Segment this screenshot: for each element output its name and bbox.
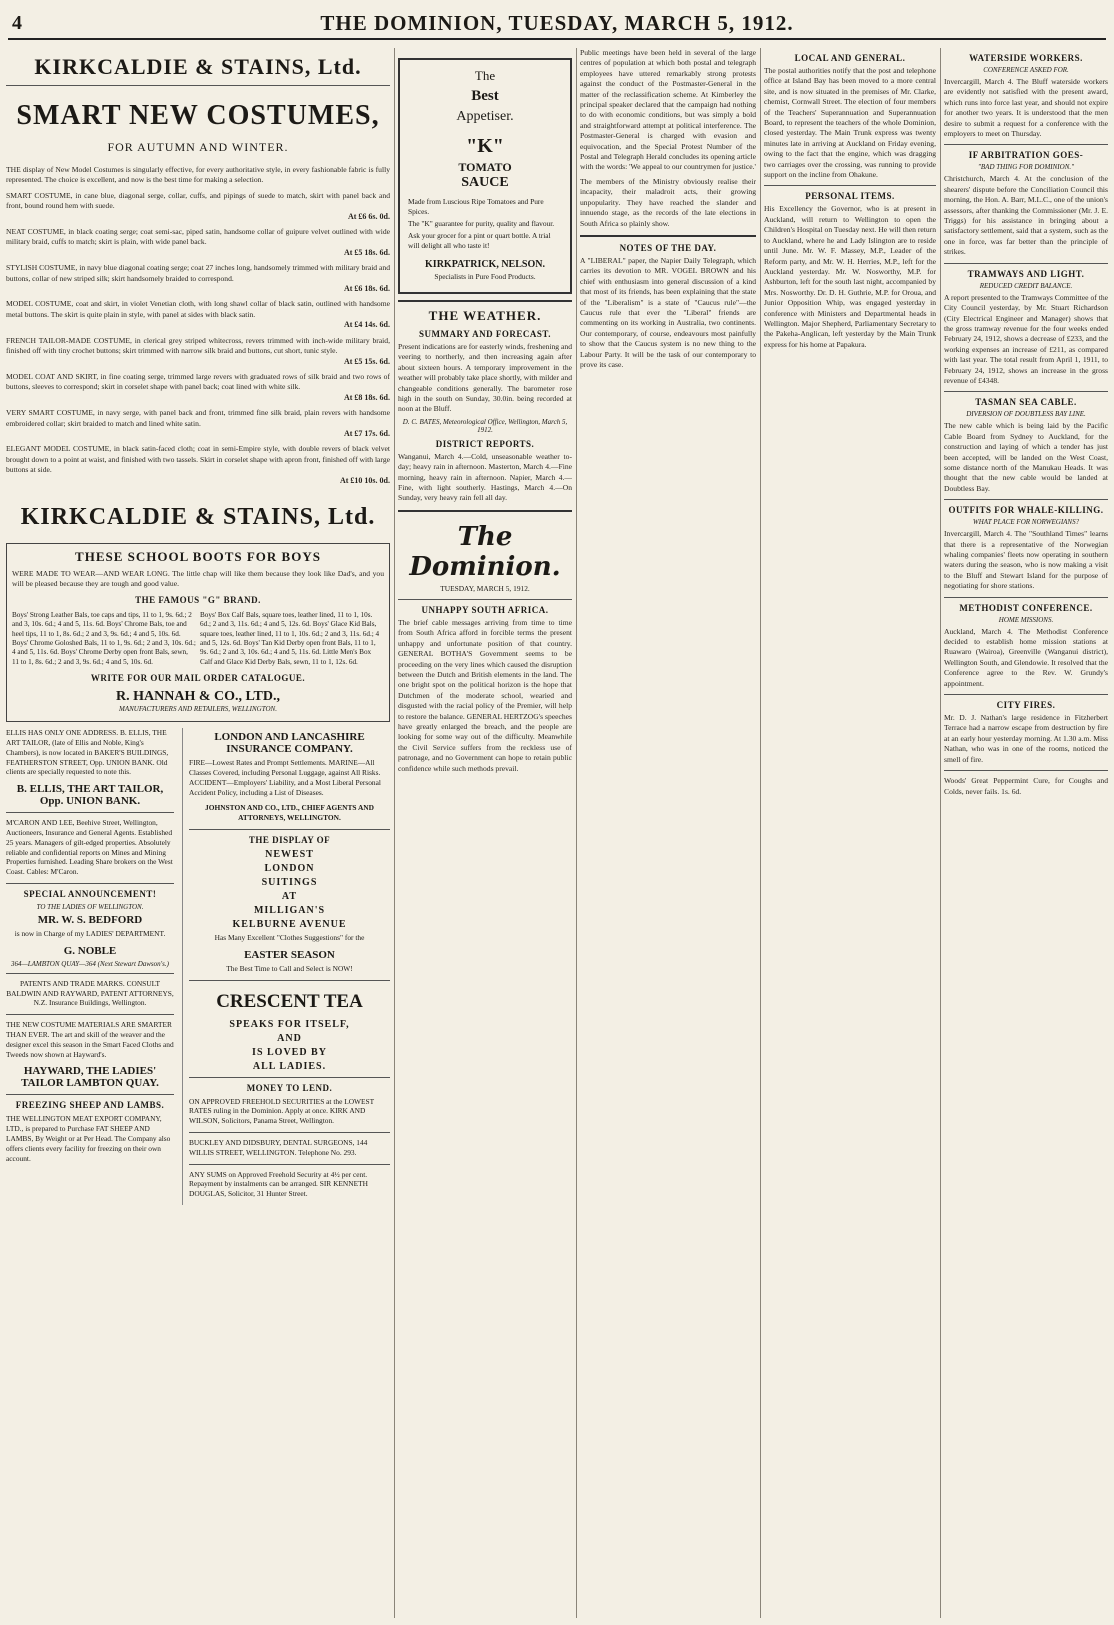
johnston-agents: JOHNSTON AND CO., LTD., CHIEF AGENTS AND ATTORNEYS, WELLINGTON. (205, 803, 374, 823)
hannah-name: R. HANNAH & CO., LTD., (116, 689, 280, 705)
personal-items-heading: PERSONAL ITEMS. (805, 191, 895, 202)
footer-ad-text: Woods' Great Peppermint Cure, for Coughs and Colds, never fails. 1s. 6d. (944, 776, 1108, 796)
tomato-label: TOMATO (458, 160, 512, 174)
notes-text: A "LIBERAL" paper, the Napier Daily Telegraph, which carries its devotion to MR. VOGEL BROWN and his chief with enthusiasm into general discussion of a kind that most of its friends, has been explaining that the state of the "Liberalism" is a state of "Caucus rule"—the Caucus rule that ever the "Liberal" friends are commenting on its working in Australia, two continents. Our contemporary, of course, endeavours most painfully to show that the Caucus system is no new thing to the Labour Party. It will be the task of our contemporary to prove its case. (580, 255, 756, 369)
city-fires-text: Mr. D. J. Nathan's large residence in Fitzherbert Terrace had a narrow escape from destruction by fire at an early hour yesterday morning. At 1.30 a.m. Miss Nathan, who was in one of the rooms, noticed the smell of fire. (944, 713, 1108, 764)
tasman-text: The new cable which is being laid by the Pacific Cable Board from Sydney to Auckland, for the construction and laying of which a tender has just been accepted, will be landed on the West Coast, some distance north of the Manukau Heads. It was thought that the new cable would be landed at Doubtless Bay. (944, 421, 1108, 493)
leader-text: The brief cable messages arriving from time to time from South Africa afford in forcible terms the present unhappy and unfortunate position of that country. GENERAL BOTHA'S Government seems to be proceeding on the very lines which caused the disruption between the Dutch and British elements in the land. The one bright spot on the political horizon is the hope that Dutchmen of the moderate school, wearied and disgusted with the racial policy of the Premier, will help to restore the balance. GENERAL HERTZOG's speeches have greatly enlarged the breach, and the people are looking for some way out of the difficulty. Meanwhile the Civil Service suffers from the reckless use of patronage, and no Government can hope to retain public confidence while such methods prevail. (398, 617, 572, 773)
easter-heading: EASTER SEASON (244, 948, 335, 961)
personal-items-text: His Excellency the Governor, who is at present in Auckland, will return to Wellington to open the Children's Hospital on Tuesday next. He will then return to Auckland, where he and Lady Islington are to reside until June. Mr. W. F. Massey, M.P., Leader of the Reform party, and Mr. W. H. Herries, M.P., left for the Auckland yesterday. Mr. W. Nosworthy, M.P. for Ashburton, left for the south last night, accompanied by Mrs. Nosworthy. Dr. D. H. Guthrie, M.P. for Oroua, and Junior Opposition Whip, was engaged yesterday in conference with Ministers and Departmental heads in Wellington. Major Shepherd, Parliamentary Secretary to the Pakeha-Anglican, left yesterday by the Main Trunk express for his home at Papakura. (764, 204, 936, 349)
boots-heading: THESE SCHOOL BOOTS FOR BOYS (75, 548, 321, 564)
appetiser-line-1: The (474, 68, 496, 83)
tramways-heading: TRAMWAYS AND LIGHT. (967, 268, 1085, 279)
costume-price: At £8 18s. 6d. (343, 392, 390, 402)
waterside-sub: CONFERENCE ASKED FOR. (983, 66, 1069, 74)
arbitration-heading: IF ARBITRATION GOES- (968, 150, 1084, 161)
milligan-text: Has Many Excellent "Clothes Suggestions" for the (214, 933, 365, 942)
costume-item (6, 336, 390, 367)
boots-catalogue: WRITE FOR OUR MAIL ORDER CATALOGUE. (90, 673, 306, 684)
tasman-sub: DIVERSION OF DOUBTLESS BAY LINE. (966, 410, 1086, 419)
whale-sub: WHAT PLACE FOR NORWEGIANS? (972, 518, 1080, 527)
bedford-sub: TO THE LADIES OF WELLINGTON. (36, 902, 144, 911)
waterside-text: Invercargill, March 4. The Bluff waterside workers are evidently not satisfied with the present award, which runs into force last year, and should not expire for another two years. It is understood that the men desire to submit a request for a conference with the employers to meet on Thursday. (944, 77, 1108, 139)
column-rule (576, 48, 577, 1618)
money-ad-2: ANY SUMS on Approved Freehold Security at 4½ per cent. Repayment by instalments can be arranged. SIR KENNETH DOUGLAS, Solicitor, 31 Hunter Street. (189, 1169, 368, 1199)
milligan-line: KELBURNE AVENUE (232, 919, 347, 930)
hannah-sub: MANUFACTURERS AND RETAILERS, WELLINGTON. (119, 705, 277, 714)
district-heading: DISTRICT REPORTS. (435, 438, 535, 449)
smart-costumes-subheading: FOR AUTUMN AND WINTER. (107, 140, 289, 154)
bedford-heading: SPECIAL ANNOUNCEMENT! (23, 888, 157, 899)
milligan-line: MILLIGAN'S (253, 905, 326, 916)
freezing-heading: FREEZING SHEEP AND LAMBS. (15, 1100, 165, 1111)
column-2 (398, 48, 572, 1618)
leader-continued: Public meetings have been held in several of the large centres of population at which both postal and telegraph employees have uttered remarkably strong protests against the conduct of the Postmaster-General in the matter of the reclassification scheme. At Kimberley the principal speaker declared that the campaign had nothing to do with economic conditions, but was simply a bold and straightforward attempt at political interference. The Postmaster-General is charged with evasion and equivocation, and the Special Protest Number of the Postal and Telegraph Herald concludes its opening article with the words: 'We appeal to our countrymen for justice.' (580, 48, 756, 172)
column-rule (940, 48, 941, 1618)
whale-text: Invercargill, March 4. The "Southland Times" learns that there is a representative of the Norwegian whaling companies' fleets now operating in southern waters during the season, who is now making a visit to the Bluff and Stewart Island for the purpose of negotiating for shore stations. (944, 529, 1108, 591)
milligan-line: NEWEST (265, 849, 314, 860)
kirkpatrick-name: KIRKPATRICK, NELSON. (425, 259, 545, 270)
arbitration-sub: "BAD THING FOR DOMINION." (977, 163, 1075, 172)
waterside-heading: WATERSIDE WORKERS. (969, 53, 1083, 63)
costume-item (6, 227, 390, 258)
buckley-ad: BUCKLEY AND DIDSBURY, DENTAL SURGEONS, 144 WILLIS STREET, WELLINGTON. Telephone No. 293. (189, 1137, 368, 1157)
whale-heading: OUTFITS FOR WHALE-KILLING. (948, 505, 1104, 516)
costume-price: At £7 17s. 6d. (343, 428, 390, 438)
crescent-tea-heading: CRESCENT TEA (216, 990, 363, 1012)
kirkcaldie-heading-bottom: KIRKCALDIE & STAINS, Ltd. (20, 503, 376, 530)
weather-signature: D. C. BATES, Meteorological Office, Wellington, March 5, 1912. (402, 417, 568, 434)
costume-description: SMART COSTUME, in cane blue, diagonal serge, collar, cuffs, and pipings of suede to match, skirt with panel back and front, bound round hem with suede. (6, 190, 390, 211)
costume-item (6, 408, 390, 439)
costume-description: MODEL COAT AND SKIRT, in fine coating serge, trimmed large revers with graduated rows of silk braid and two rows of buttons, sleeves to correspond; skirt in corselet shape with panel back; coat lined with white silk. (6, 371, 390, 392)
costume-description: NEAT COSTUME, in black coating serge; coat semi-sac, piped satin, handsome collar of guipure velvet outlined with wide military braid, cuffs to match; skirt is plain, with wide panel back. (6, 227, 390, 247)
column-4 (764, 48, 936, 1618)
costume-description: STYLISH COSTUME, in navy blue diagonal coating serge; coat 27 inches long, handsomely trimmed with military braid and buttons, collar of new striped silk; skirt handsomely braided to correspond. (6, 263, 390, 283)
easter-sub: The Best Time to Call and Select is NOW! (226, 963, 353, 973)
costume-description: MODEL COSTUME, coat and skirt, in violet Venetian cloth, with long shawl collar of black satin, outlined with handsome metal buttons. The skirt is quite plain in style, with panel at sides with black satin. (6, 299, 390, 319)
milligan-line: AT (281, 891, 298, 902)
boots-intro: WERE MADE TO WEAR—AND WEAR LONG. The little chap will like them because they look like Dad's, and you will be pleased because they are tough and good value. (12, 568, 384, 589)
district-text: Wanganui, March 4.—Cold, unseasonable weather to-day; heavy rain in afternoon. Masterton, March 4.—Fine morning, heavy rain in afternoon. Napier, March 4.—Fine, with light southerly. Hastings, March 4.—On Sunday, very heavy rain fell all day. (398, 451, 572, 503)
boots-list-right: Boys' Box Calf Bals, square toes, leather lined, 11 to 1, 10s. 6d.; 2 and 3, 11s. 6d.; 4 and 5, 12s. 6d. Boys' Glace Kid Bals, square toes, leather lined, 11 to 1, 10s. 6d.; 2 and 3, 11s. 6d.; 4 and 5, 12s. 6d. Boys' Tan Kid Derby open front Bals, 11 to 1, 9s. 6d.; 2 and 3, 10s. 6d.; 4 and 5, 11s. 6d. Little Men's Box Calf and Glace Kid Derby Bals, sewn, 11 to 1, 12s. 6d. (200, 610, 380, 666)
school-boots-ad (6, 543, 390, 722)
crescent-display (189, 1019, 390, 1072)
lancashire-heading: LONDON AND LANCASHIRE INSURANCE COMPANY. (214, 731, 365, 756)
column-3 (580, 48, 756, 1618)
macaron-ad: M'CARON AND LEE, Beehive Street, Wellington, Auctioneers, Insurance and General Agents. Established 25 years. Managers of gilt-edged properties. Absolutely reliable and confidential reports on Mines and Mining Properties furnished. Leading Share brokers on the West Coast. Cables: M'Caron. (6, 818, 173, 877)
money-heading: MONEY TO LEND. (246, 1082, 333, 1093)
bedford-name: MR. W. S. BEDFORD (37, 913, 143, 926)
methodist-text: Auckland, March 4. The Methodist Conference decided to establish home mission stations at Ruawaro (Wairoa), Greenville (Wanganui district), Wellington South, and Glendowie. It resolved that the Conference agree to the Rev. W. Grundy's appointment. (944, 626, 1108, 688)
appetiser-line-2: Best (471, 88, 499, 104)
costume-item (6, 299, 390, 330)
tramways-sub: REDUCED CREDIT BALANCE. (979, 281, 1073, 290)
costume-list (6, 191, 390, 486)
money-text: ON APPROVED FREEHOLD SECURITIES at the LOWEST RATES ruling in the Dominion. Apply at once. KIRK AND WILSON, Solicitors, Panama Street, Wellington. (189, 1096, 375, 1126)
milligan-heading: THE DISPLAY OF (248, 835, 331, 845)
appetiser-desc: The "K" guarantee for purity, quality and flavour. (408, 219, 555, 228)
costume-description: FRENCH TAILOR-MADE COSTUME, in clerical grey striped whitecross, revers trimmed with inch-wide military braid, finished off with tiny crochet buttons; skirt trimmed with narrow silk braid and buttons, cut short, tunic style. (6, 335, 390, 356)
leader-dateline: TUESDAY, MARCH 5, 1912. (440, 583, 530, 593)
milligan-display (189, 849, 390, 930)
city-fires-heading: CITY FIRES. (996, 700, 1056, 711)
patents-ad: PATENTS AND TRADE MARKS. CONSULT BALDWIN AND RAYWARD, PATENT ATTORNEYS, N.Z. Insurance Buildings, Wellington. (6, 978, 174, 1008)
boots-list-left: Boys' Strong Leather Bals, toe caps and tips, 11 to 1, 9s. 6d.; 2 and 3, 10s. 6d.; 4 and 5, 11s. 6d. Boys' Chrome Bals, toe and heel tips, 11 to 1, 8s. 6d.; 2 and 3, 9s. 6d.; 4 and 5, 10s. 6d. Boys' Chrome Goloshed Bals, 11 to 1, 9s. 6d.; 2 and 3, 10s. 6d.; 4 and 5, 11s. 6d. Boys' Chrome Derby open front Bals, sewn, 11 to 1, 8s. 6d.; 2 and 3, 9s. 6d.; 4 and 5, 10s. 6d. (12, 610, 196, 666)
column-5 (944, 48, 1108, 1618)
costume-price: At £10 10s. 0d. (339, 475, 390, 485)
milligan-line: SUITINGS (261, 877, 318, 888)
column-rule (760, 48, 761, 1618)
kirkpatrick-sub: Specialists in Pure Food Products. (434, 272, 536, 281)
costume-price: At £6 18s. 6d. (343, 284, 390, 294)
smart-costumes-heading: SMART NEW COSTUMES, (16, 100, 380, 131)
column-rule (394, 48, 395, 1618)
hayward-name: HAYWARD, THE LADIES' TAILOR LAMBTON QUAY. (21, 1065, 159, 1090)
noble-address: 364—LAMBTON QUAY—364 (Next Stewart Dawson's.) (11, 959, 169, 968)
weather-heading: THE WEATHER. (428, 308, 542, 323)
bedford-text: is now in Charge of my LADIES' DEPARTMENT. (14, 928, 166, 938)
crescent-line: IS LOVED BY (252, 1046, 327, 1058)
tasman-heading: TASMAN SEA CABLE. (975, 397, 1077, 408)
notes-heading: NOTES OF THE DAY. (619, 242, 717, 253)
freezing-text: THE WELLINGTON MEAT EXPORT COMPANY, LTD., is prepared to Purchase FAT SHEEP AND LAMBS, By Weight or at Per Head. The Company also offers clients every facility for freezing on their own account. (6, 1114, 171, 1163)
costume-item (6, 444, 390, 486)
kirkcaldie-heading: KIRKCALDIE & STAINS, Ltd. (34, 54, 362, 79)
milligan-line: LONDON (264, 863, 315, 874)
crescent-line: ALL LADIES. (252, 1060, 327, 1072)
costume-description: VERY SMART COSTUME, in navy serge, with panel back and front, trimmed fine silk braid, plain revers with handsome embroidered collar; skirt braided to match and lined white satin. (6, 408, 390, 428)
masthead-title: THE DOMINION, TUESDAY, MARCH 5, 1912. (320, 10, 794, 35)
crescent-line: SPEAKS FOR ITSELF, (229, 1018, 350, 1030)
arbitration-text: Christchurch, March 4. At the conclusion of the shearers' dispute before the Conciliation Council this morning, the Hon. A. Barr, M.L.C., one of the union's assessors, after thanking the Commissioner (Mr. J. E. Triggs) for his assistance in bringing about a satisfactory settlement, said that a system, such as the one in force, was far better than the principle of strikes. (944, 174, 1108, 257)
k-brand: "K" (466, 135, 504, 157)
costume-price: At £5 15s. 6d. (343, 356, 390, 366)
tramways-text: A report presented to the Tramways Committee of the City Council yesterday, by Mr. Stuart Richardson (City Electrical Engineer and Manager) shows that the gross tramway revenue for the four weeks ended February 24, 1912, shows a decrease of £233, and the working expenses an increase of £211, as compared with last year. The total result from April 1, 1911, to February 24, 1912, shows an increase in the gross revenue of £4348. (944, 292, 1108, 385)
costume-materials-ad: THE NEW COSTUME MATERIALS ARE SMARTER THAN EVER. The art and skill of the weaver and the designer excel this season in the Smart Faced Cloths and Tweeds now shown at Hayward's. (6, 1020, 174, 1059)
ellis-name: B. ELLIS, THE ART TAILOR, Opp. UNION BANK. (16, 783, 164, 808)
costume-price: At £5 18s. 6d. (343, 247, 390, 257)
costume-price: At £6 6s. 0d. (347, 211, 390, 221)
k-sauce-ad (398, 58, 572, 294)
ellis-ad: ELLIS HAS ONLY ONE ADDRESS. B. ELLIS, THE ART TAILOR, (late of Ellis and Noble, King's Chambers), is now located in BAKER'S BUILDINGS, FEATHERSTON STREET, Opp. UNION BANK. Old clients are specially requested to note this. (6, 728, 169, 777)
weather-subheading: SUMMARY AND FORECAST. (419, 329, 551, 339)
local-general-text: The postal authorities notify that the post and telephone office at Island Bay has been moved to a more central site, and is now situated in the premises of Mr. Clarke, chemist, Cornwall Street. The election of four members of the Teachers' Superannuation and Superannuation Board, to represent the teachers of the whole Dominion, closed yesterday. The Main Trunk express was twenty minutes late in arriving at Auckland on Friday evening, owing to the fact that the engine, which was dragging two carriages over the crossing, was running to provide support on the incline from Ohakune. (764, 66, 936, 180)
costume-item (6, 263, 390, 294)
costume-description: ELEGANT MODEL COSTUME, in black satin-faced cloth; coat in semi-Empire style, with double revers of black velvet brought down to a point at waist, and finished with two tassels. Skirt in corselet shape with apron front, finished off with large buttons at side. (6, 444, 390, 475)
crescent-line: AND (277, 1032, 302, 1044)
local-general-heading: LOCAL AND GENERAL. (794, 53, 906, 63)
sauce-label: SAUCE (461, 175, 509, 190)
appetiser-desc: Made from Luscious Ripe Tomatoes and Pure Spices. (408, 197, 544, 216)
methodist-sub: HOME MISSIONS. (998, 615, 1054, 624)
costume-item (6, 191, 390, 222)
costume-intro: THE display of New Model Costumes is singularly effective, for every authoritative style, in every fashionable fabric is fully represented. The choice is excellent, and now is the best time for making a selection. (6, 165, 390, 185)
leader-continued-2: The members of the Ministry obviously realise their incapacity, their maladroit acts, their growing unpopularity. They have reached the slander and innuendo stage, as the records of the late elections in South Africa so plainly show. (580, 176, 756, 228)
ad-column (6, 48, 390, 1618)
boots-brand: THE FAMOUS "G" BRAND. (135, 594, 261, 605)
appetiser-desc: Ask your grocer for a pint or quart bottle. A trial will delight all who taste it! (408, 231, 551, 250)
costume-price: At £4 14s. 6d. (343, 320, 390, 330)
appetiser-line-3: Appetiser. (456, 109, 514, 124)
page-number: 4 (12, 12, 22, 34)
dominion-nameplate: The Dominion. (409, 521, 561, 582)
noble-name: G. NOBLE (63, 944, 117, 957)
weather-text: Present indications are for easterly winds, freshening and veering to northerly, and then increasing again after about sixteen hours. A temporary improvement in the weather will probably take place shortly, with milder and changeable conditions generally. The barometer rose high in the south on Sunday, 30.0in. being recorded at noon at the Bluff. (398, 342, 572, 414)
costume-item (6, 372, 390, 403)
lancashire-text: FIRE—Lowest Rates and Prompt Settlements. MARINE—All Classes Covered, including Personal Luggage, against All Risks. ACCIDENT—Employers' Liability, and a Most Liberal Personal Accident Policy, including a List of Diseases. (189, 758, 381, 797)
methodist-heading: METHODIST CONFERENCE. (959, 602, 1093, 613)
leader-heading: UNHAPPY SOUTH AFRICA. (421, 604, 549, 615)
masthead (8, 8, 1106, 40)
